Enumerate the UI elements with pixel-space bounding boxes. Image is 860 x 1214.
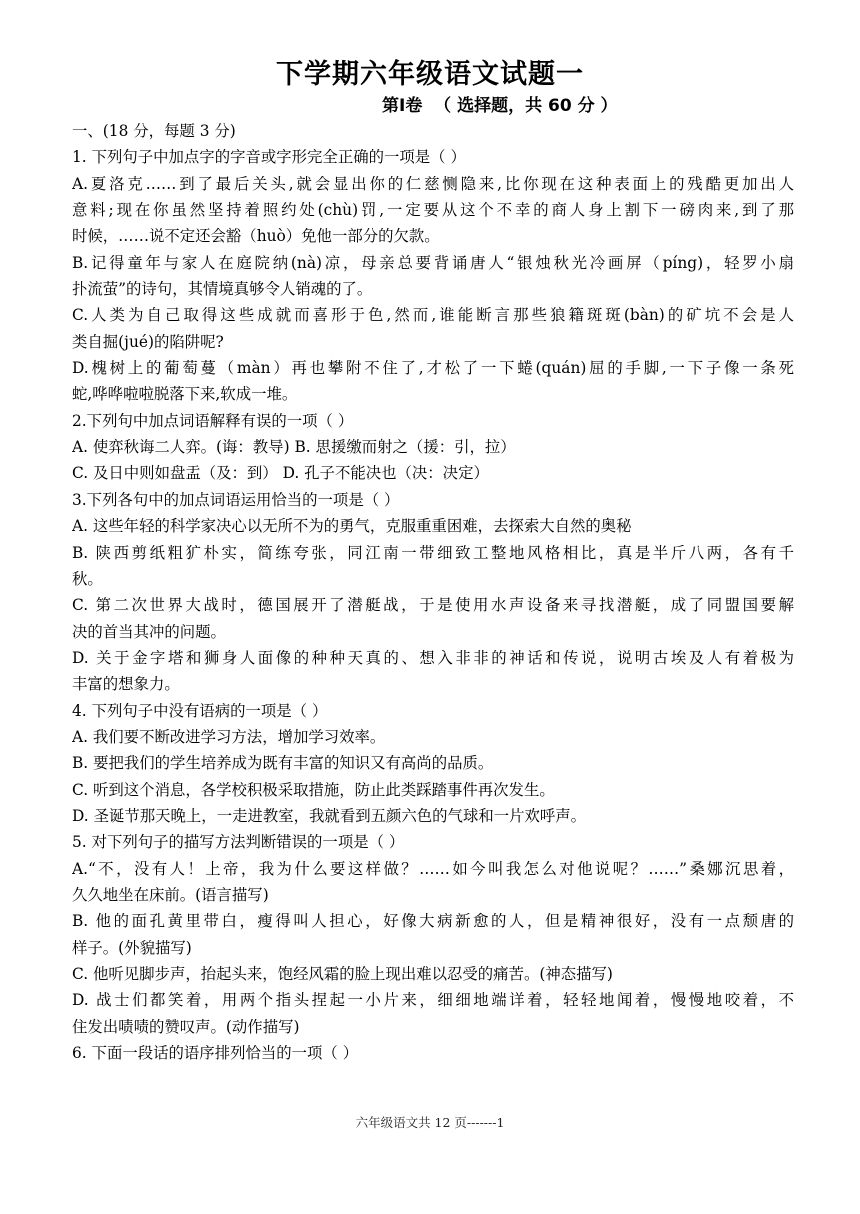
text-line: 样子。(外貌描写) [72, 938, 192, 957]
text-line: 久久地坐在床前。(语言描写) [72, 885, 269, 904]
text-line: 一、(18 分，每题 3 分) [72, 122, 236, 140]
text-line: C. 他听见脚步声，抬起头来，饱经风霜的脸上现出难以忍受的痛苦。(神态描写) [72, 965, 613, 983]
text-line: B. 陕西剪纸粗犷朴实，简练夸张，同江南一带细致工整地风格相比，真是半斤八两，各有千 [72, 543, 794, 562]
text-line: D. 战士们都笑着，用两个指头捏起一小片来，细细地端详着，轻轻地闻着，慢慢地咬着，不 [72, 991, 794, 1010]
text-line: 意料;现在你虽然坚持着照约处(chù)罚,一定要从这个不幸的商人身上割下一磅肉来,到了那 [72, 201, 794, 220]
text-line: 4. 下列句子中没有语病的一项是（ ） [72, 701, 328, 720]
text-line: C. 及日中则如盘盂（及：到） D. 孔子不能决也（决：决定） [72, 464, 489, 483]
text-line: C. 第二次世界大战时，德国展开了潜艇战，于是使用水声设备来寻找潜艇，成了同盟国要解 [72, 596, 794, 615]
text-line: 1. 下列句子中加点字的字音或字形完全正确的一项是（ ） [72, 148, 466, 167]
text-line: 决的首当其冲的问题。 [72, 622, 226, 641]
section-subtitle: 第Ⅰ卷 （ 选择题，共 60 分 ） [382, 96, 618, 116]
text-line: B.记得童年与家人在庭院纳(nà)凉，母亲总要背诵唐人“银烛秋光冷画屏（píng)，轻罗小扇 [72, 253, 794, 272]
text-line: 6. 下面一段话的语序排列恰当的一项（ ） [72, 1044, 359, 1063]
text-line: D. 关于金字塔和狮身人面像的种种天真的、想入非非的神话和传说，说明古埃及人有着极为 [72, 648, 794, 667]
text-line: A. 这些年轻的科学家决心以无所不为的勇气，克服重重困难，去探索大自然的奥秘 [72, 517, 632, 536]
text-line: D. 圣诞节那天晚上，一走进教室，我就看到五颜六色的气球和一片欢呼声。 [72, 806, 587, 825]
text-line: B. 要把我们的学生培养成为既有丰富的知识又有高尚的品质。 [72, 754, 494, 773]
text-line: 5. 对下列句子的描写方法判断错误的一项是（ ） [72, 833, 405, 852]
text-line: A.“不，没有人！上帝，我为什么要这样做？……如今叫我怎么对他说呢？……”桑娜沉思着， [72, 859, 794, 878]
text-line: A. 我们要不断改进学习方法，增加学习效率。 [72, 727, 386, 746]
text-line: A. 使弈秋诲二人弈。(诲：教导) B. 思援缴而射之（援：引，拉） [72, 438, 516, 457]
text-line: 住发出啧啧的赞叹声。(动作描写) [72, 1017, 300, 1036]
text-line: 扑流萤”的诗句，其情境真够令人销魂的了。 [72, 280, 373, 299]
text-line: C.人类为自己取得这些成就而喜形于色,然而,谁能断言那些狼籍斑斑(bàn)的矿坑不会是人 [72, 306, 794, 325]
text-line: A.夏洛克……到了最后关头,就会显出你的仁慈恻隐来,比你现在这种表面上的残酷更加出人 [72, 174, 794, 193]
page-title: 下学期六年级语文试题一 [276, 59, 584, 90]
text-line: 时候，……说不定还会豁（huò）免他一部分的欠款。 [72, 227, 440, 246]
text-line: D.槐树上的葡萄蔓（màn）再也攀附不住了,才松了一下蜷(quán)屈的手脚,一下子像一条死 [72, 359, 794, 378]
text-line: 丰富的想象力。 [72, 675, 180, 694]
text-line: 秋。 [72, 569, 103, 588]
text-line: 2.下列句中加点词语解释有误的一项（ ） [72, 411, 354, 430]
page-footer: 六年级语文共 12 页-------1 [355, 1115, 505, 1130]
text-line: 类自掘(jué)的陷阱呢? [72, 332, 224, 351]
text-line: C. 听到这个消息，各学校积极采取措施，防止此类踩踏事件再次发生。 [72, 780, 555, 799]
question-body [72, 118, 794, 1066]
text-line: 蛇,哗哗啦啦脱落下来,软成一堆。 [72, 385, 298, 404]
text-line: B. 他的面孔黄里带白，瘦得叫人担心，好像大病新愈的人，但是精神很好，没有一点颓唐的 [72, 912, 794, 931]
text-line: 3.下列各句中的加点词语运用恰当的一项是（ ） [72, 490, 400, 509]
